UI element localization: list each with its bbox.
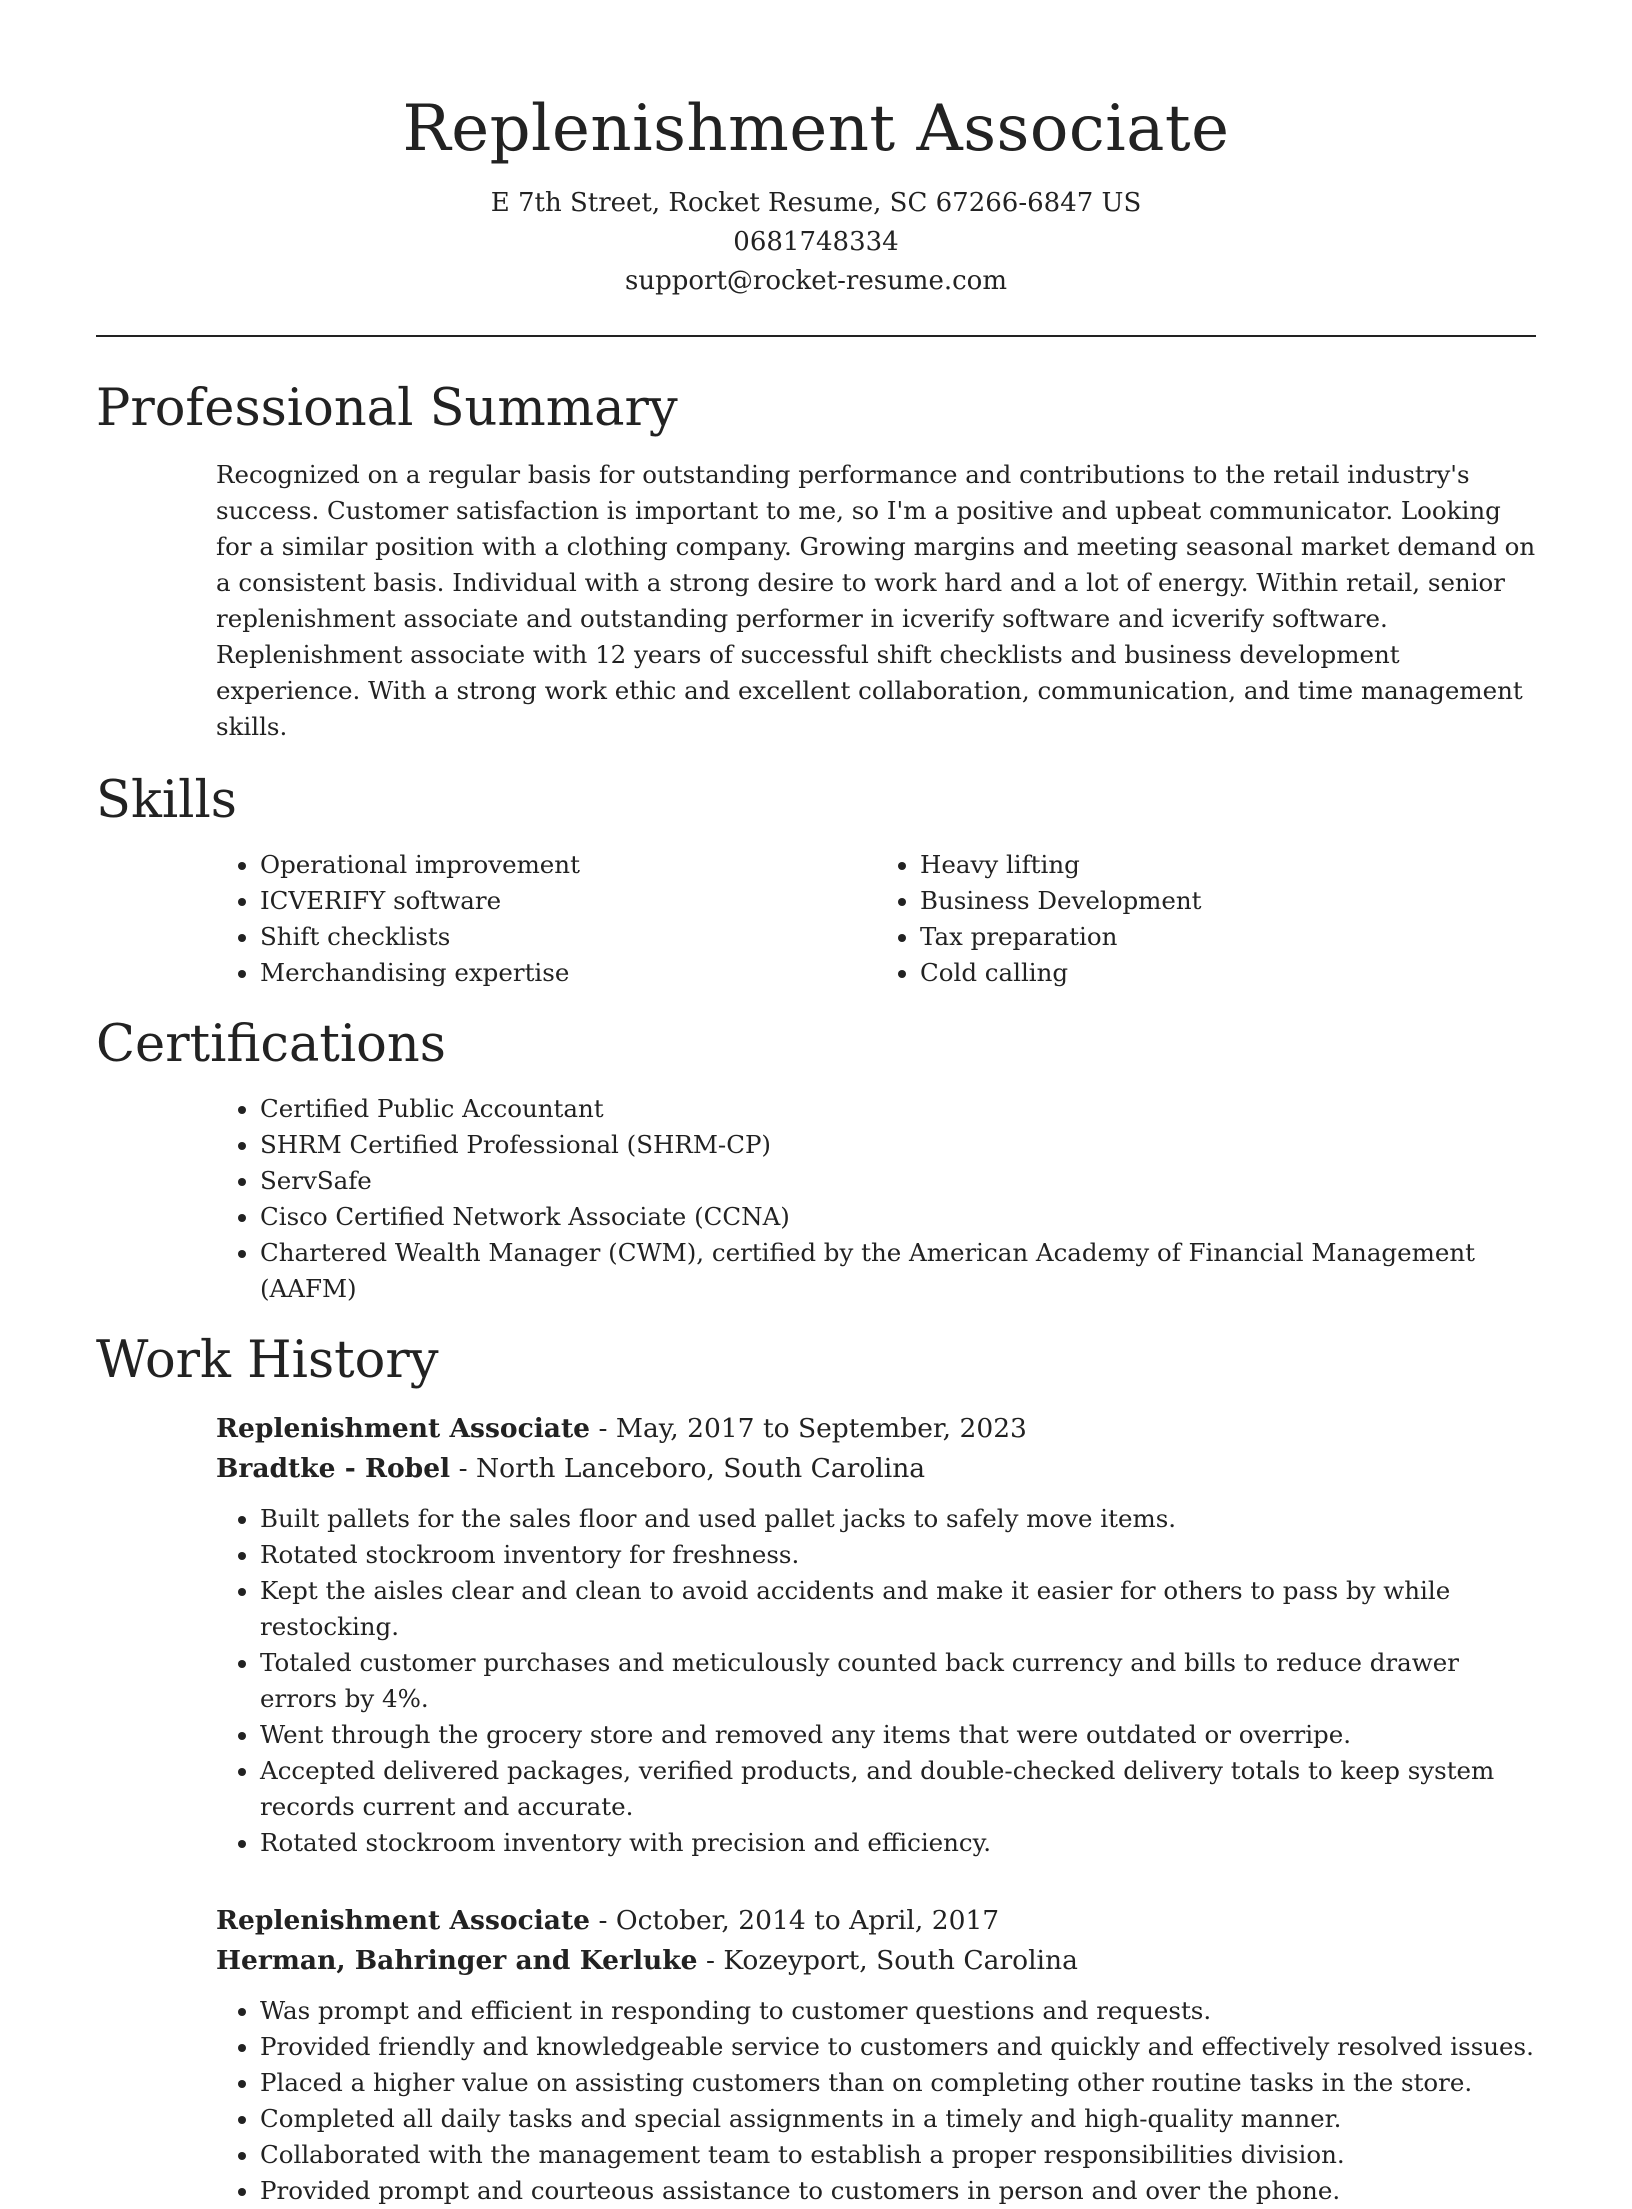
skill-item: • Tax preparation xyxy=(920,919,1536,955)
job-dates: - October, 2014 to April, 2017 xyxy=(590,1905,1000,1936)
certification-item: • Certified Public Accountant xyxy=(260,1091,1536,1127)
header-divider xyxy=(96,335,1536,337)
job-bullet: • Went through the grocery store and removed any items that were outdated or overripe. xyxy=(260,1717,1536,1753)
skills-list-right xyxy=(876,847,1536,991)
skills-section xyxy=(96,767,1536,991)
job-bullet: • Provided friendly and knowledgeable service to customers and quickly and effectively resolved issues. xyxy=(260,2029,1536,2065)
job-bullet: • Kept the aisles clear and clean to avoid accidents and make it easier for others to pass by while restocking. xyxy=(260,1573,1536,1645)
job-entry xyxy=(216,1409,1536,1861)
job-company: Bradtke - Robel xyxy=(216,1453,451,1484)
skill-item: • Business Development xyxy=(920,883,1536,919)
job-bullet: • Rotated stockroom inventory for freshness. xyxy=(260,1537,1536,1573)
section-title-work-history: Work History xyxy=(96,1331,439,1390)
job-location: - North Lanceboro, South Carolina xyxy=(450,1453,926,1484)
contact-email: support@rocket-resume.com xyxy=(624,266,1007,296)
contact-info xyxy=(96,184,1536,301)
section-title-summary: Professional Summary xyxy=(96,379,678,438)
summary-text: Recognized on a regular basis for outstanding performance and contributions to the retail industry's success. Customer satisfaction is important to me, so I'm a positive and upbeat communicator. Looking for a similar position with a clothing company. Growing margins and meeting seasonal market demand on a consistent basis. Individual with a strong desire to work hard and a lot of energy. Within retail, senior replenishment associate and outstanding performer in icverify software and icverify software. Replenishment associate with 12 years of successful shift checklists and business development experience. With a strong work ethic and excellent collaboration, communication, and time management skills. xyxy=(216,460,1536,741)
job-role: Replenishment Associate xyxy=(216,1413,591,1444)
section-title-certifications: Certifications xyxy=(96,1015,446,1074)
job-bullet: • Built pallets for the sales floor and used pallet jacks to safely move items. xyxy=(260,1501,1536,1537)
skill-item: • Merchandising expertise xyxy=(260,955,876,991)
certifications-list xyxy=(216,1091,1536,1307)
certification-item: • SHRM Certified Professional (SHRM-CP) xyxy=(260,1127,1536,1163)
job-company-line xyxy=(216,1941,1536,1981)
skill-item: • Heavy lifting xyxy=(920,847,1536,883)
job-bullet: • Collaborated with the management team to establish a proper responsibilities division. xyxy=(260,2137,1536,2173)
job-entry xyxy=(216,1901,1536,2209)
certification-item: • Chartered Wealth Manager (CWM), certified by the American Academy of Financial Management (AAFM) xyxy=(260,1235,1536,1307)
job-bullet: • Was prompt and efficient in responding to customer questions and requests. xyxy=(260,1993,1536,2029)
contact-phone: 0681748334 xyxy=(733,227,899,257)
job-dates: - May, 2017 to September, 2023 xyxy=(590,1413,1027,1444)
skill-item: • Operational improvement xyxy=(260,847,876,883)
job-title-line xyxy=(216,1409,1536,1449)
job-bullet: • Placed a higher value on assisting customers than on completing other routine tasks in the store. xyxy=(260,2065,1536,2101)
job-company-line xyxy=(216,1449,1536,1489)
job-location: - Kozeyport, South Carolina xyxy=(697,1945,1078,1976)
certification-item: • Cisco Certified Network Associate (CCNA) xyxy=(260,1199,1536,1235)
section-title-skills: Skills xyxy=(96,771,237,830)
job-bullet: • Accepted delivered packages, verified products, and double-checked delivery totals to keep system records current and accurate. xyxy=(260,1753,1536,1825)
job-bullet: • Provided prompt and courteous assistance to customers in person and over the phone. xyxy=(260,2173,1536,2209)
skill-item: • Cold calling xyxy=(920,955,1536,991)
certification-item: • ServSafe xyxy=(260,1163,1536,1199)
candidate-name: Replenishment Associate xyxy=(402,92,1230,166)
job-bullets xyxy=(216,1993,1536,2209)
job-company: Herman, Bahringer and Kerluke xyxy=(216,1945,698,1976)
contact-address: E 7th Street, Rocket Resume, SC 67266-6847 US xyxy=(490,188,1142,218)
job-bullet: • Rotated stockroom inventory with precision and efficiency. xyxy=(260,1825,1536,1861)
resume-header xyxy=(96,0,1536,337)
resume-page xyxy=(96,0,1536,2209)
skills-list-left xyxy=(216,847,876,991)
job-bullets xyxy=(216,1501,1536,1861)
job-title-line xyxy=(216,1901,1536,1941)
skill-item: • Shift checklists xyxy=(260,919,876,955)
professional-summary-section xyxy=(96,375,1536,745)
job-bullet: • Completed all daily tasks and special assignments in a timely and high-quality manner. xyxy=(260,2101,1536,2137)
certifications-section xyxy=(96,1011,1536,1307)
work-history-section xyxy=(96,1327,1536,2209)
skill-item: • ICVERIFY software xyxy=(260,883,876,919)
job-bullet: • Totaled customer purchases and meticulously counted back currency and bills to reduce drawer errors by 4%. xyxy=(260,1645,1536,1717)
job-role: Replenishment Associate xyxy=(216,1905,591,1936)
